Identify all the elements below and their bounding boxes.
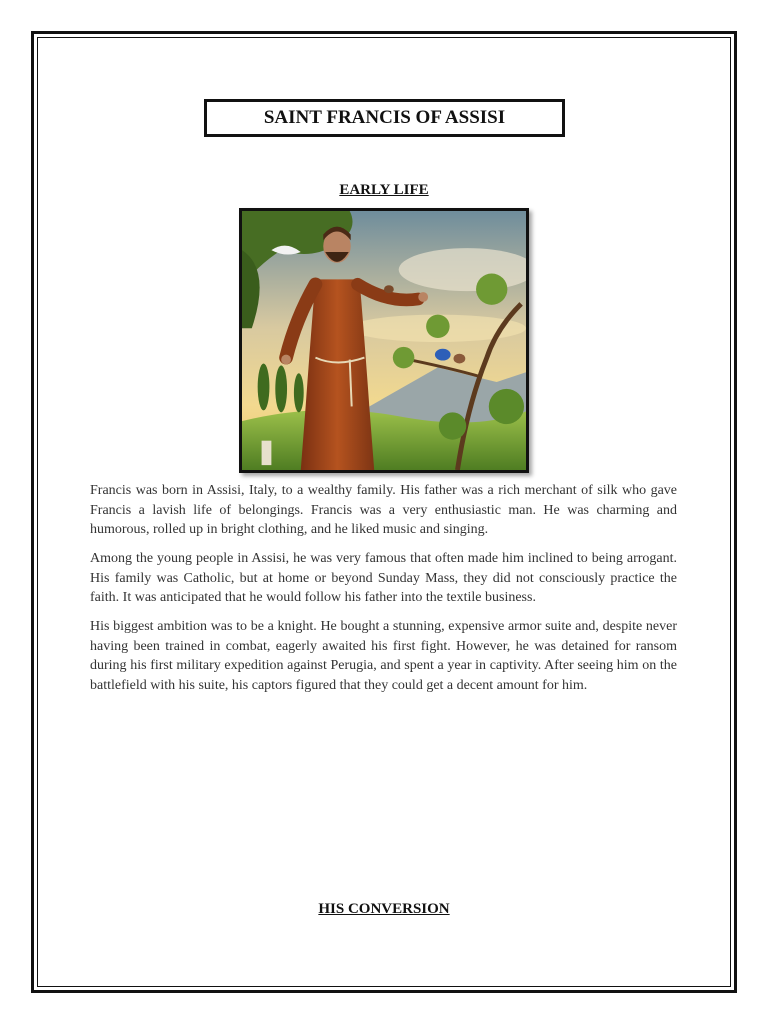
paragraph-2: Among the young people in Assisi, he was very famous that often made him inclined to being arrogant. His family was Catholic, but at home or beyond Sunday Mass, they did not consciously practice the faith. It was anticipated that he would follow his father into the textile business. xyxy=(90,551,677,605)
document-title-text: SAINT FRANCIS OF ASSISI xyxy=(263,107,506,128)
saint-francis-painting xyxy=(242,211,526,470)
saint-francis-illustration xyxy=(239,208,529,473)
paragraph-3: His biggest ambition was to be a knight. He bought a stunning, expensive armor suite and, despite never having been trained in combat, eagerly awaited his first fight. However, he was detained for ransom during his first military expedition against Perugia, and spent a year in captivity. After seeing him on the battlefield with his suite, his captors figured that they could get a decent amount for him. xyxy=(90,619,677,693)
document-title xyxy=(204,99,565,137)
section-heading-his-conversion: HIS CONVERSION xyxy=(318,901,450,917)
paragraph-1: Francis was born in Assisi, Italy, to a wealthy family. His father was a rich merchant of silk who gave Francis a lavish life of belongings. Francis was a very enthusiastic man. He was charming and humorous, rolled up in bright clothing, and he liked music and singing. xyxy=(90,483,677,537)
section-heading-early-life: EARLY LIFE xyxy=(339,182,429,198)
